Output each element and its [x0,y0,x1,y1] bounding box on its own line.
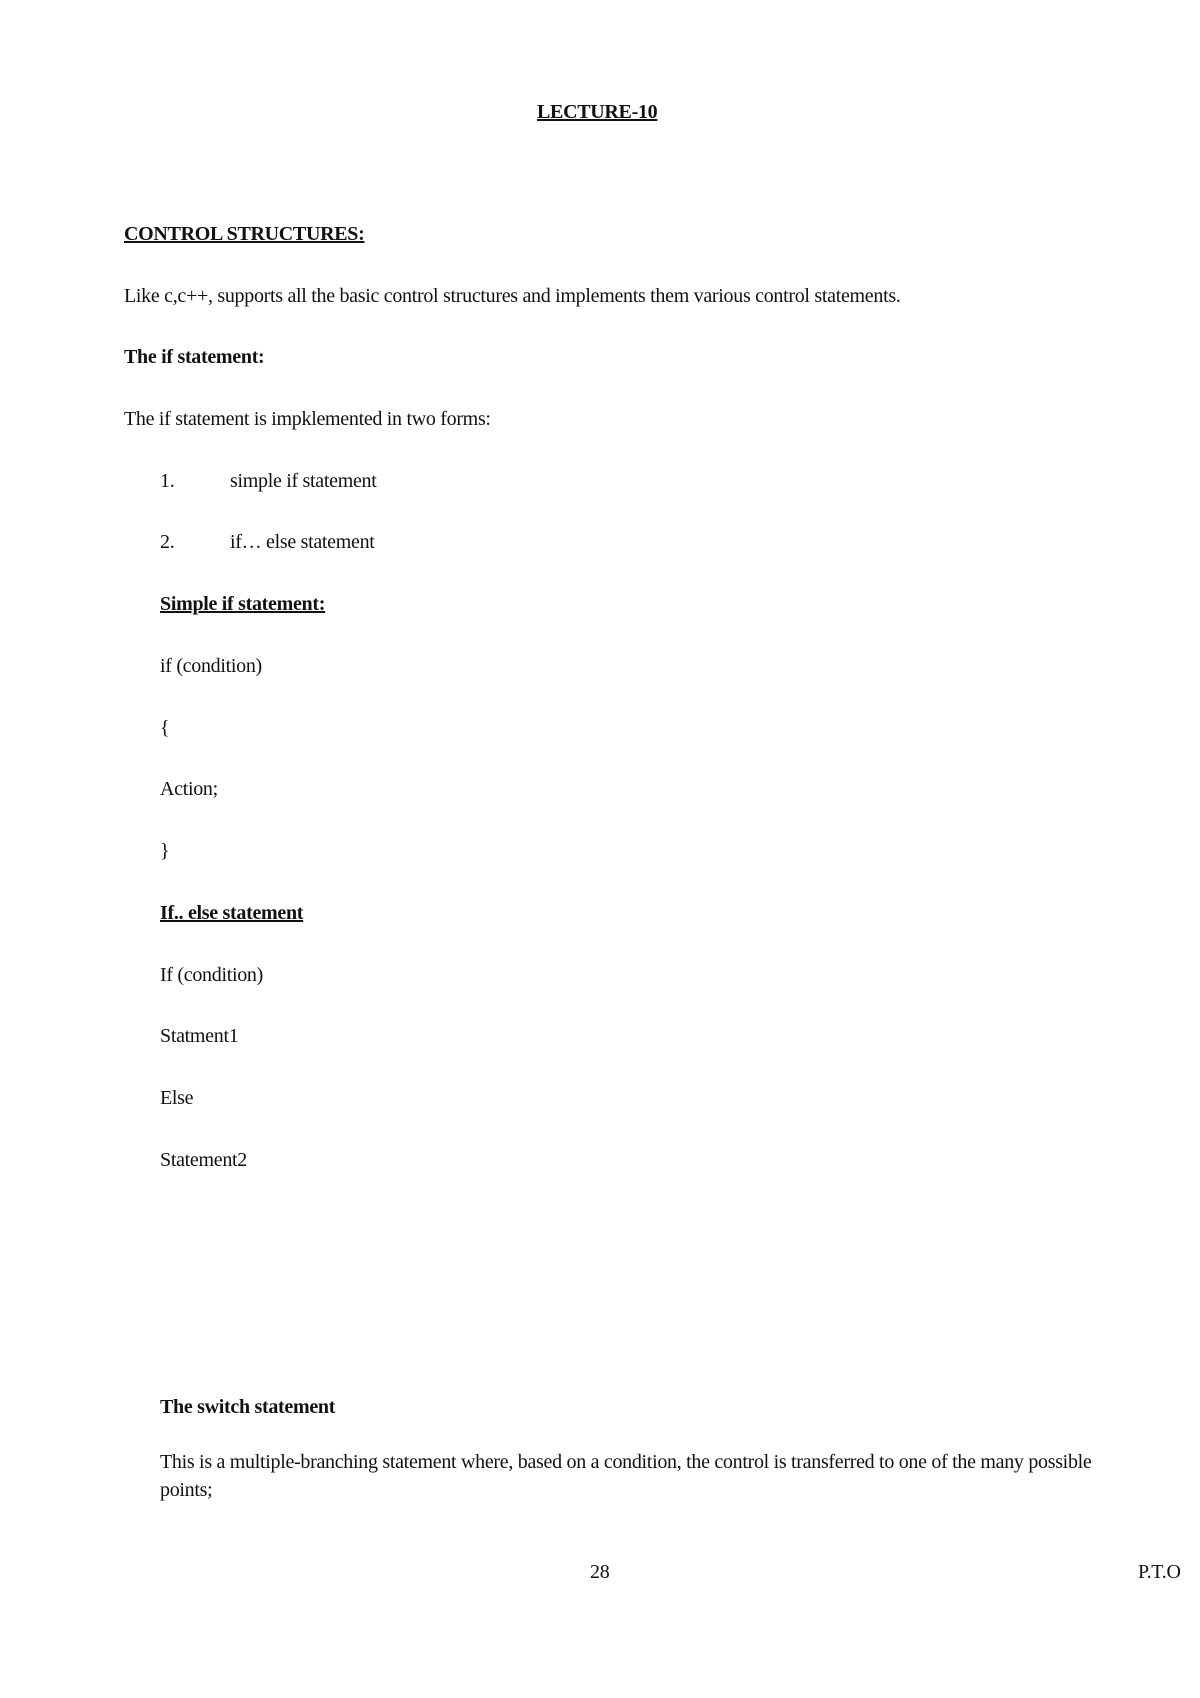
lecture-title: LECTURE-10 [537,101,658,123]
code-line: Else [160,1087,194,1109]
ptc-note: P.T.O [1138,1561,1181,1583]
if-statement-intro: The if statement is impklemented in two forms: [124,408,491,430]
code-line: } [160,840,170,862]
switch-heading: The switch statement [160,1396,336,1418]
code-line: Statement2 [160,1149,247,1171]
switch-paragraph: This is a multiple-branching statement where, based on a condition, the control is transferred to one of the many possible points; [160,1451,1092,1501]
simple-if-heading: Simple if statement: [160,593,326,615]
list-item-number: 1. [160,470,175,492]
list-item-number: 2. [160,531,175,553]
intro-paragraph: Like c,c++, supports all the basic control structures and implements them various control statements. [124,285,901,307]
code-line: Action; [160,778,218,800]
if-statement-heading: The if statement: [124,346,265,368]
code-line: if (condition) [160,655,262,677]
list-item-text: simple if statement [230,470,377,492]
list-item-text: if… else statement [230,531,375,553]
page-number: 28 [590,1561,610,1583]
code-line: { [160,717,170,739]
code-line: Statment1 [160,1025,239,1047]
if-else-heading: If.. else statement [160,902,304,924]
code-line: If (condition) [160,964,263,986]
section-heading: CONTROL STRUCTURES: [124,223,365,245]
